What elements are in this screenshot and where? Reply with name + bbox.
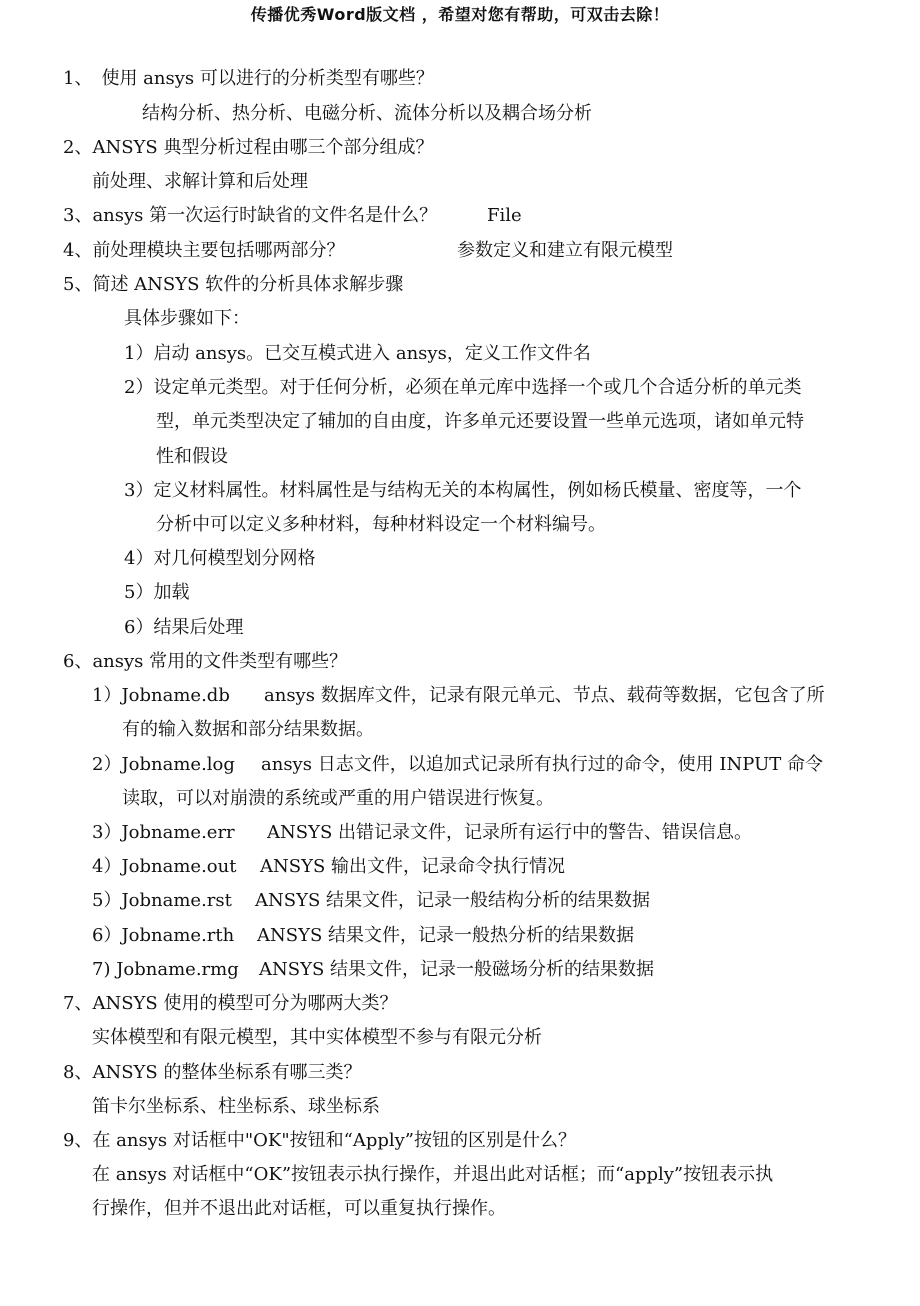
file-desc-out: ANSYS 输出文件，记录命令执行情况 [260, 856, 566, 877]
question-8: 8、ANSYS 的整体坐标系有哪三类？ [63, 1062, 362, 1083]
question-9: 9、在 ansys 对话框中"OK"按钮和“Apply”按钮的区别是什么？ [63, 1130, 576, 1151]
file-name-rst: 5）Jobname.rst [92, 890, 232, 911]
answer-7: 实体模型和有限元模型，其中实体模型不参与有限元分析 [92, 1027, 542, 1048]
file-desc-log-cont: 读取，可以对崩溃的系统或严重的用户错误进行恢复。 [122, 788, 554, 809]
question-3 [63, 205, 522, 227]
file-desc-rmg: ANSYS 结果文件，记录一般磁场分析的结果数据 [259, 959, 655, 980]
file-desc-rst: ANSYS 结果文件，记录一般结构分析的结果数据 [255, 890, 651, 911]
steps-intro: 具体步骤如下： [124, 308, 250, 329]
file-name-rth: 6）Jobname.rth [92, 925, 235, 946]
answer-9-line-2: 行操作，但并不退出此对话框，可以重复执行操作。 [92, 1198, 506, 1219]
question-1: 1、 使用 ansys 可以进行的分析类型有哪些？ [63, 68, 434, 89]
step-6: 6）结果后处理 [124, 617, 244, 638]
file-desc-err: ANSYS 出错记录文件，记录所有运行中的警告、错误信息。 [267, 822, 753, 843]
file-desc-db-cont: 有的输入数据和部分结果数据。 [122, 719, 374, 740]
file-name-rmg: 7) Jobname.rmg [92, 959, 239, 980]
answer-1: 结构分析、热分析、电磁分析、流体分析以及耦合场分析 [142, 103, 592, 124]
file-name-err: 3）Jobname.err [92, 822, 235, 843]
file-desc-db: ansys 数据库文件，记录有限元单元、节点、载荷等数据，它包含了所 [264, 685, 825, 706]
step-2-line-3: 性和假设 [156, 446, 228, 467]
answer-2: 前处理、求解计算和后处理 [92, 171, 308, 192]
question-2: 2、ANSYS 典型分析过程由哪三个部分组成？ [63, 137, 434, 158]
file-type-6 [92, 925, 635, 947]
file-type-7 [92, 959, 655, 981]
file-desc-rth: ANSYS 结果文件，记录一般热分析的结果数据 [257, 925, 635, 946]
step-3-line-1: 3）定义材料属性。材料属性是与结构无关的本构属性，例如杨氏模量、密度等，一个 [124, 480, 802, 501]
file-type-2 [92, 754, 823, 776]
file-name-log: 2）Jobname.log [92, 754, 235, 775]
step-4: 4）对几何模型划分网格 [124, 548, 316, 569]
answer-8: 笛卡尔坐标系、柱坐标系、球坐标系 [92, 1096, 380, 1117]
file-type-1 [92, 685, 825, 707]
question-5: 5、简述 ANSYS 软件的分析具体求解步骤 [63, 274, 404, 295]
step-3-line-2: 分析中可以定义多种材料，每种材料设定一个材料编号。 [156, 514, 606, 535]
step-2-line-2: 型，单元类型决定了辅加的自由度，许多单元还要设置一些单元选项，诸如单元特 [156, 411, 804, 432]
file-desc-log: ansys 日志文件，以追加式记录所有执行过的命令，使用 INPUT 命令 [261, 754, 823, 775]
file-name-db: 1）Jobname.db [92, 685, 230, 706]
step-5: 5）加载 [124, 582, 190, 603]
answer-4: 参数定义和建立有限元模型 [457, 240, 673, 261]
step-2-line-1: 2）设定单元类型。对于任何分析，必须在单元库中选择一个或几个合适分析的单元类 [124, 377, 802, 398]
question-4 [63, 240, 673, 262]
question-3-text: 3、ansys 第一次运行时缺省的文件名是什么？ [63, 205, 438, 226]
question-7: 7、ANSYS 使用的模型可分为哪两大类？ [63, 993, 398, 1014]
answer-9-line-1: 在 ansys 对话框中“OK”按钮表示执行操作，并退出此对话框；而“apply”按钮表示执 [92, 1164, 774, 1185]
step-1: 1）启动 ansys。已交互模式进入 ansys，定义工作文件名 [124, 343, 591, 364]
file-type-4 [92, 856, 566, 878]
question-6: 6、ansys 常用的文件类型有哪些？ [63, 651, 348, 672]
file-type-5 [92, 890, 651, 912]
document-banner: 传播优秀Word版文档 ，希望对您有帮助，可双击去除！ [250, 5, 670, 24]
file-name-out: 4）Jobname.out [92, 856, 237, 877]
question-4-text: 4、前处理模块主要包括哪两部分？ [63, 240, 345, 261]
answer-3: File [487, 205, 522, 226]
file-type-3 [92, 822, 753, 844]
